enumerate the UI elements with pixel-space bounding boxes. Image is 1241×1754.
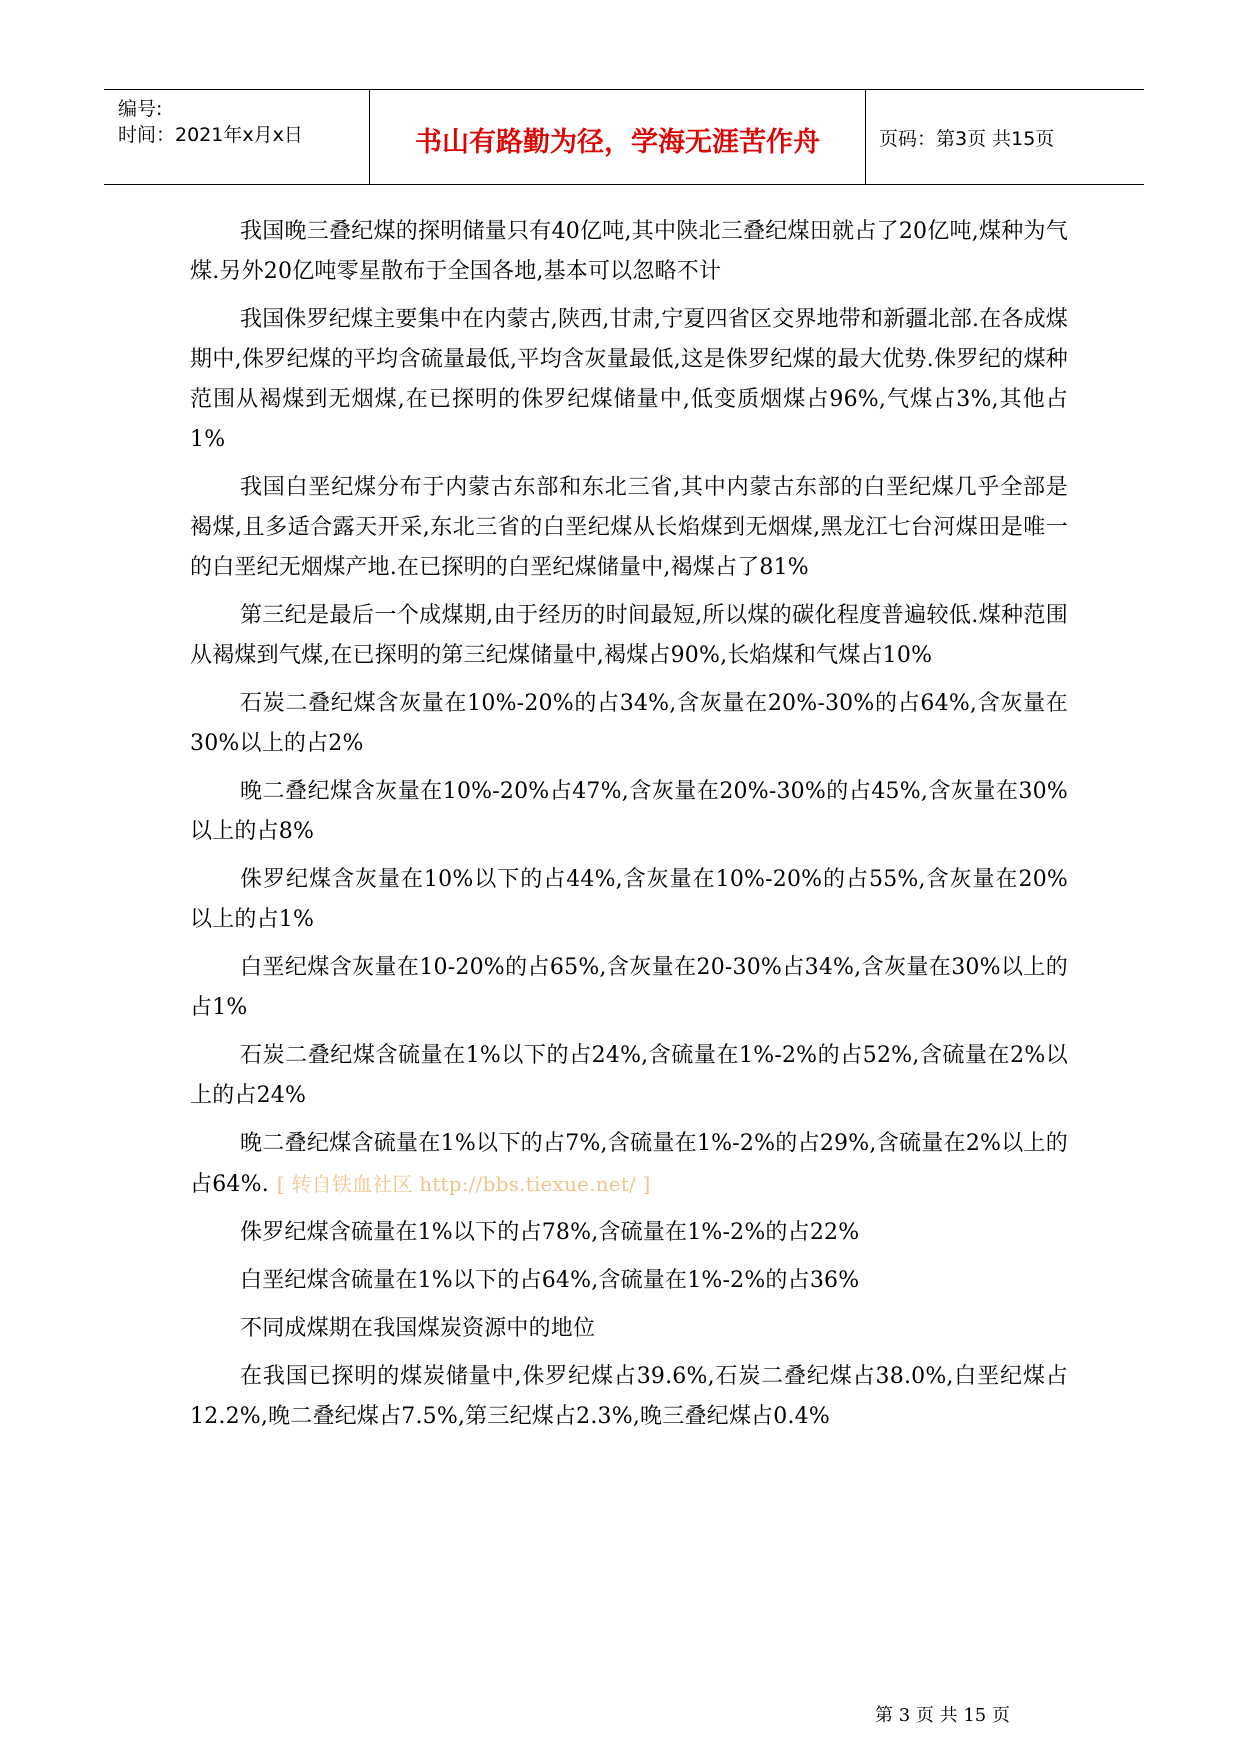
section-heading: 不同成煤期在我国煤炭资源中的地位 [240, 1316, 596, 1341]
header-center-cell [369, 90, 866, 184]
paragraph: 我国晚三叠纪煤的探明储量只有40亿吨,其中陕北三叠纪煤田就占了20亿吨,煤种为气煤.另外20亿吨零星散布于全国各地,基本可以忽略不计 [190, 219, 1068, 284]
document-number-label: 编号: [118, 98, 163, 120]
document-time-label: 时间：2021年x月x日 [118, 124, 303, 146]
header-motto: 书山有路勤为径，学海无涯苦作舟 [415, 127, 820, 158]
page-footer: 第 3 页 共 15 页 [875, 1705, 1010, 1726]
paragraph: 我国白垩纪煤分布于内蒙古东部和东北三省,其中内蒙古东部的白垩纪煤几乎全部是褐煤,且多适合露天开采,东北三省的白垩纪煤从长焰煤到无烟煤,黑龙江七台河煤田是唯一的白垩纪无烟煤产地.在已探明的白垩纪煤储量中,褐煤占了81% [190, 475, 1068, 580]
paragraph: 侏罗纪煤含灰量在10%以下的占44%,含灰量在10%-20%的占55%,含灰量在20%以上的占1% [190, 867, 1068, 932]
header-page-info: 页码：第3页 共15页 [879, 128, 1055, 150]
paragraph: 白垩纪煤含灰量在10-20%的占65%,含灰量在20-30%占34%,含灰量在30%以上的占1% [190, 955, 1068, 1020]
paragraph: 白垩纪煤含硫量在1%以下的占64%,含硫量在1%-2%的占36% [240, 1268, 860, 1293]
document-body [190, 212, 1068, 1445]
header-right-cell [865, 90, 1144, 184]
paragraph-with-watermark [190, 1124, 1068, 1205]
paragraph-text: 晚二叠纪煤含硫量在1%以下的占7%,含硫量在1%-2%的占29%,含硫量在2%以上的占64%. [190, 1131, 1068, 1197]
paragraph: 第三纪是最后一个成煤期,由于经历的时间最短,所以煤的碳化程度普遍较低.煤种范围从褐煤到气煤,在已探明的第三纪煤储量中,褐煤占90%,长焰煤和气煤占10% [190, 603, 1068, 668]
paragraph: 石炭二叠纪煤含硫量在1%以下的占24%,含硫量在1%-2%的占52%,含硫量在2%以上的占24% [190, 1043, 1068, 1108]
paragraph: 我国侏罗纪煤主要集中在内蒙古,陕西,甘肃,宁夏四省区交界地带和新疆北部.在各成煤期中,侏罗纪煤的平均含硫量最低,平均含灰量最低,这是侏罗纪煤的最大优势.侏罗纪的煤种范围从褐煤到无烟煤,在已探明的侏罗纪煤储量中,低变质烟煤占96%,气煤占3%,其他占1% [190, 307, 1068, 452]
paragraph: 石炭二叠纪煤含灰量在10%-20%的占34%,含灰量在20%-30%的占64%,含灰量在30%以上的占2% [190, 691, 1068, 756]
source-watermark: [ 转自铁血社区 http://bbs.tiexue.net/ ] [276, 1172, 651, 1196]
page-header [104, 89, 1144, 185]
header-left-cell [104, 90, 369, 184]
paragraph: 晚二叠纪煤含灰量在10%-20%占47%,含灰量在20%-30%的占45%,含灰量在30%以上的占8% [190, 779, 1068, 844]
paragraph: 侏罗纪煤含硫量在1%以下的占78%,含硫量在1%-2%的占22% [240, 1220, 860, 1245]
paragraph: 在我国已探明的煤炭储量中,侏罗纪煤占39.6%,石炭二叠纪煤占38.0%,白垩纪煤占12.2%,晚二叠纪煤占7.5%,第三纪煤占2.3%,晚三叠纪煤占0.4% [190, 1364, 1068, 1429]
